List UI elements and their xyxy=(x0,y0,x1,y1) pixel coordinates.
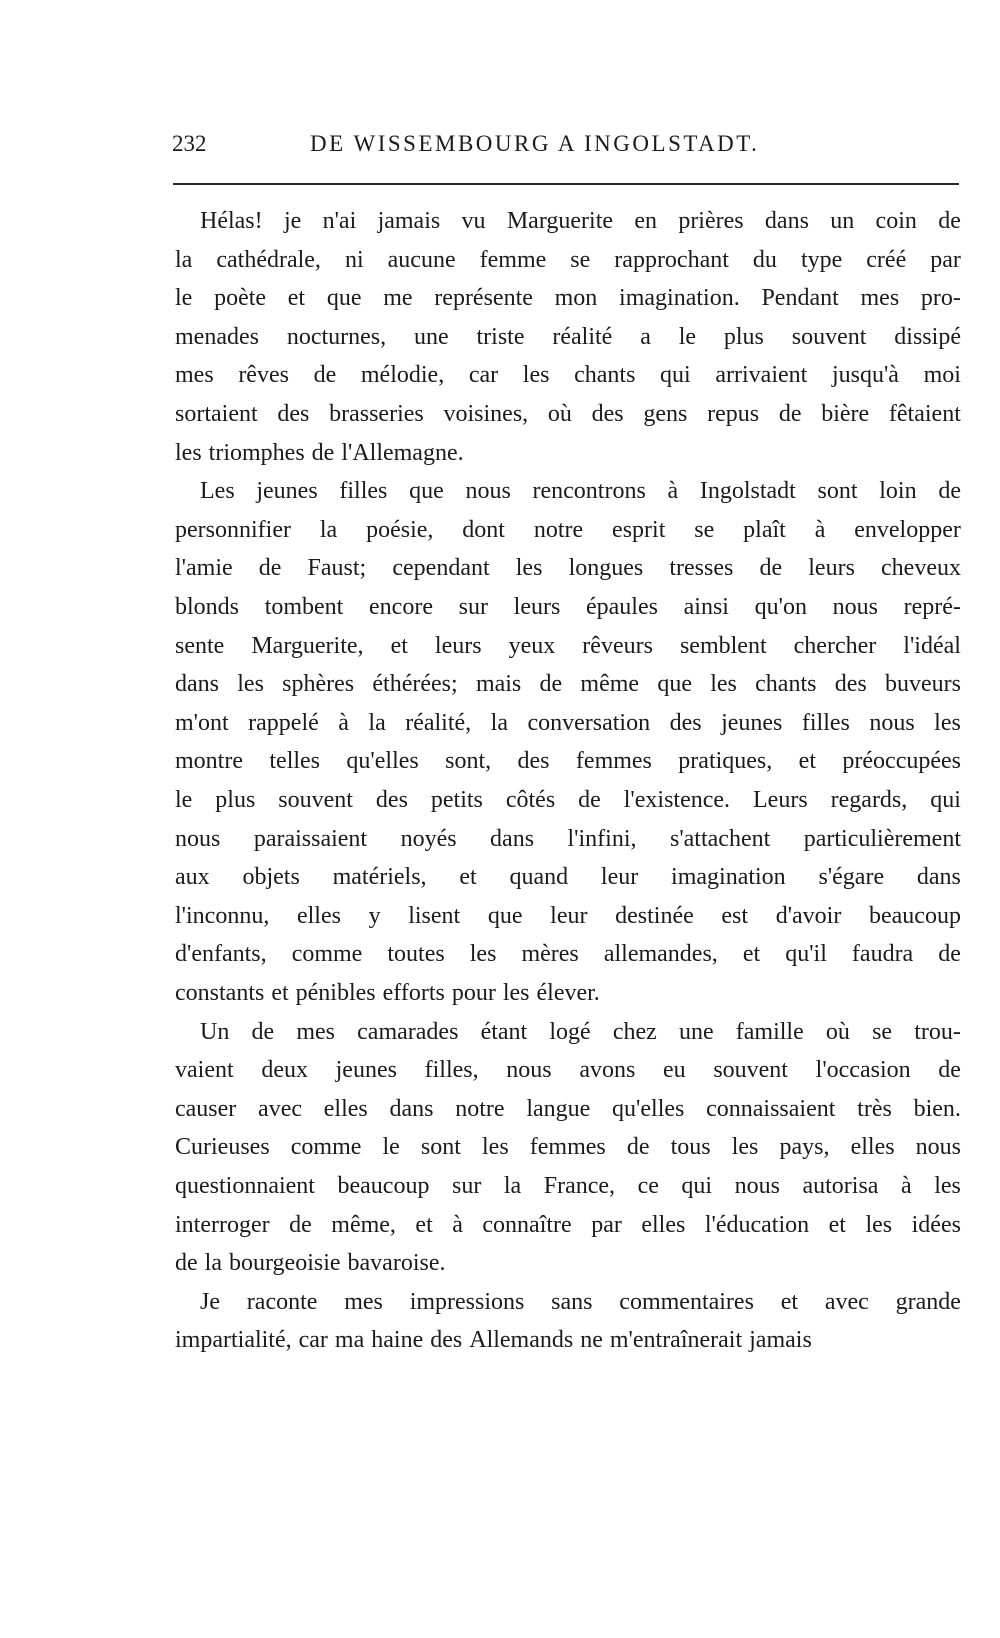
text-line: causer avec elles dans notre langue qu'elles connaissaient très bien. xyxy=(175,1095,961,1122)
text-line: l'amie de Faust; cependant les longues tresses de leurs cheveux xyxy=(175,555,961,582)
text-line: aux objets matériels, et quand leur imagination s'égare dans xyxy=(175,864,961,891)
text-line: dans les sphères éthérées; mais de même que les chants des buveurs xyxy=(175,671,961,698)
page-number: 232 xyxy=(172,131,207,156)
text-line: l'inconnu, elles y lisent que leur destinée est d'avoir beaucoup xyxy=(175,902,961,929)
text-line: montre telles qu'elles sont, des femmes pratiques, et préoccupées xyxy=(175,748,961,775)
text-line: impartialité, car ma haine des Allemands ne m'entraînerait jamais xyxy=(175,1327,812,1354)
text-line: questionnaient beaucoup sur la France, ce qui nous autorisa à les xyxy=(175,1173,961,1199)
running-head xyxy=(172,126,962,162)
text-line: d'enfants, comme toutes les mères allemandes, et qu'il faudra de xyxy=(175,941,961,968)
text-line: m'ont rappelé à la réalité, la conversation des jeunes filles nous les xyxy=(175,709,961,736)
text-line: blonds tombent encore sur leurs épaules ainsi qu'on nous repré- xyxy=(175,594,961,620)
text-line: menades nocturnes, une triste réalité a le plus souvent dissipé xyxy=(175,323,961,350)
text-line: la cathédrale, ni aucune femme se rapprochant du type créé par xyxy=(175,246,961,273)
text-line: personnifier la poésie, dont notre esprit se plaît à envelopper xyxy=(175,516,961,543)
text-line: Un de mes camarades étant logé chez une famille où se trou- xyxy=(200,1018,961,1045)
text-line: Hélas! je n'ai jamais vu Marguerite en prières dans un coin de xyxy=(200,208,961,234)
text-line: les triomphes de l'Allemagne. xyxy=(175,439,464,466)
text-line: Je raconte mes impressions sans commentaires et avec grande xyxy=(200,1288,961,1315)
text-line: mes rêves de mélodie, car les chants qui arrivaient jusqu'à moi xyxy=(175,362,961,389)
text-line: le plus souvent des petits côtés de l'existence. Leurs regards, qui xyxy=(175,787,961,813)
text-line: nous paraissaient noyés dans l'infini, s'attachent particulièrement xyxy=(175,825,961,852)
text-line: interroger de même, et à connaître par elles l'éducation et les idées xyxy=(175,1211,961,1238)
running-title: DE WISSEMBOURG A INGOLSTADT. xyxy=(310,131,760,156)
header-rule xyxy=(173,183,959,185)
text-line: vaient deux jeunes filles, nous avons eu souvent l'occasion de xyxy=(175,1057,961,1084)
text-line: sortaient des brasseries voisines, où des gens repus de bière fêtaient xyxy=(175,401,961,427)
text-line: sente Marguerite, et leurs yeux rêveurs semblent chercher l'idéal xyxy=(175,632,961,659)
text-line: de la bourgeoisie bavaroise. xyxy=(175,1250,446,1277)
text-line: le poète et que me représente mon imagination. Pendant mes pro- xyxy=(175,285,961,312)
text-line: Curieuses comme le sont les femmes de tous les pays, elles nous xyxy=(175,1134,961,1161)
text-line: Les jeunes filles que nous rencontrons à Ingolstadt sont loin de xyxy=(200,478,961,505)
text-line: constants et pénibles efforts pour les élever. xyxy=(175,980,600,1006)
